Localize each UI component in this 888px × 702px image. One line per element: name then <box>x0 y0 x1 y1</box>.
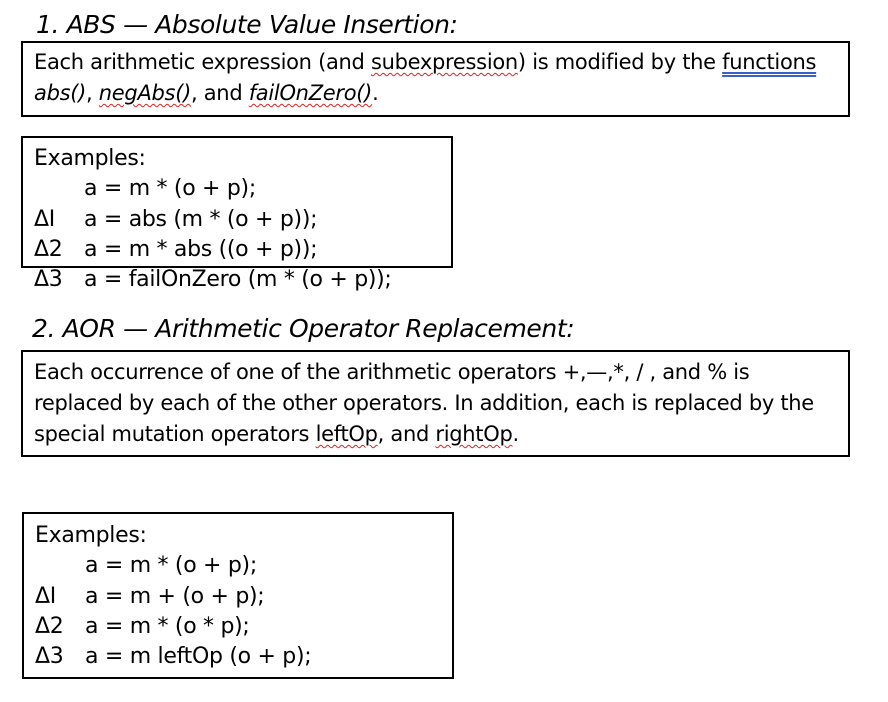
aor-mutant-3 <box>35 643 311 671</box>
aor-mutant-2-code: a = m * (o * p); <box>85 614 250 639</box>
abs-mutant-1-tag: ΔI <box>34 207 55 232</box>
aor-desc-and: , and <box>377 422 436 446</box>
abs-func-failonzero: failOnZero() <box>248 81 373 105</box>
abs-mutant-1 <box>34 206 317 234</box>
abs-desc-end: . <box>372 81 379 105</box>
aor-desc-end: . <box>512 422 519 446</box>
abs-heading: 1. ABS — Absolute Value Insertion: <box>36 10 458 39</box>
aor-examples-label: Examples: <box>35 523 147 548</box>
abs-desc-functions: functions <box>722 50 817 74</box>
abs-mutant-2 <box>34 236 317 264</box>
aor-mutant-2 <box>35 613 250 641</box>
abs-mutant-2-code: a = m * abs ((o + p)); <box>84 237 318 262</box>
abs-func-negabs: negAbs() <box>98 81 191 105</box>
aor-desc-rightop: rightOp <box>435 422 513 446</box>
aor-mutant-1-tag: ΔI <box>35 584 56 609</box>
abs-mutant-2-tag: Δ2 <box>34 237 63 262</box>
aor-original-line <box>35 552 257 580</box>
aor-mutant-3-code: a = m leftOp (o + p); <box>85 644 312 669</box>
abs-description <box>34 47 844 109</box>
abs-desc-sep-1: , <box>86 81 99 105</box>
abs-mutant-3-code: a = failOnZero (m * (o + p)); <box>84 267 392 292</box>
abs-desc-sep-2: , and <box>190 81 249 105</box>
aor-mutant-1-code: a = m + (o + p); <box>85 584 265 609</box>
aor-desc-leftop: leftOp <box>315 422 378 446</box>
abs-mutant-3-tag: Δ3 <box>34 267 63 292</box>
aor-desc-line-1: Each occurrence of one of the arithmetic operators +,—,*, / , and % is <box>34 360 750 384</box>
abs-desc-text-1: Each arithmetic expression (and <box>34 50 371 74</box>
abs-original-line <box>34 175 256 203</box>
aor-mutant-1 <box>35 583 264 611</box>
aor-mutant-3-tag: Δ3 <box>35 644 64 669</box>
abs-func-abs: abs() <box>34 81 87 105</box>
aor-heading: 2. AOR — Arithmetic Operator Replacement: <box>32 314 575 343</box>
abs-desc-subexpression: subexpression <box>370 50 518 74</box>
aor-desc-line-3: special mutation operators <box>34 422 316 446</box>
abs-desc-text-2: ) is modified by the <box>517 50 723 74</box>
abs-examples-label: Examples: <box>34 146 146 171</box>
aor-desc-line-2: replaced by each of the other operators. In addition, each is replaced by the <box>34 391 814 415</box>
abs-mutant-1-code: a = abs (m * (o + p)); <box>84 207 318 232</box>
abs-original-code: a = m * (o + p); <box>84 176 256 201</box>
aor-mutant-2-tag: Δ2 <box>35 614 64 639</box>
abs-mutant-3 <box>34 266 392 294</box>
aor-description <box>34 357 844 450</box>
aor-original-code: a = m * (o + p); <box>85 553 257 578</box>
